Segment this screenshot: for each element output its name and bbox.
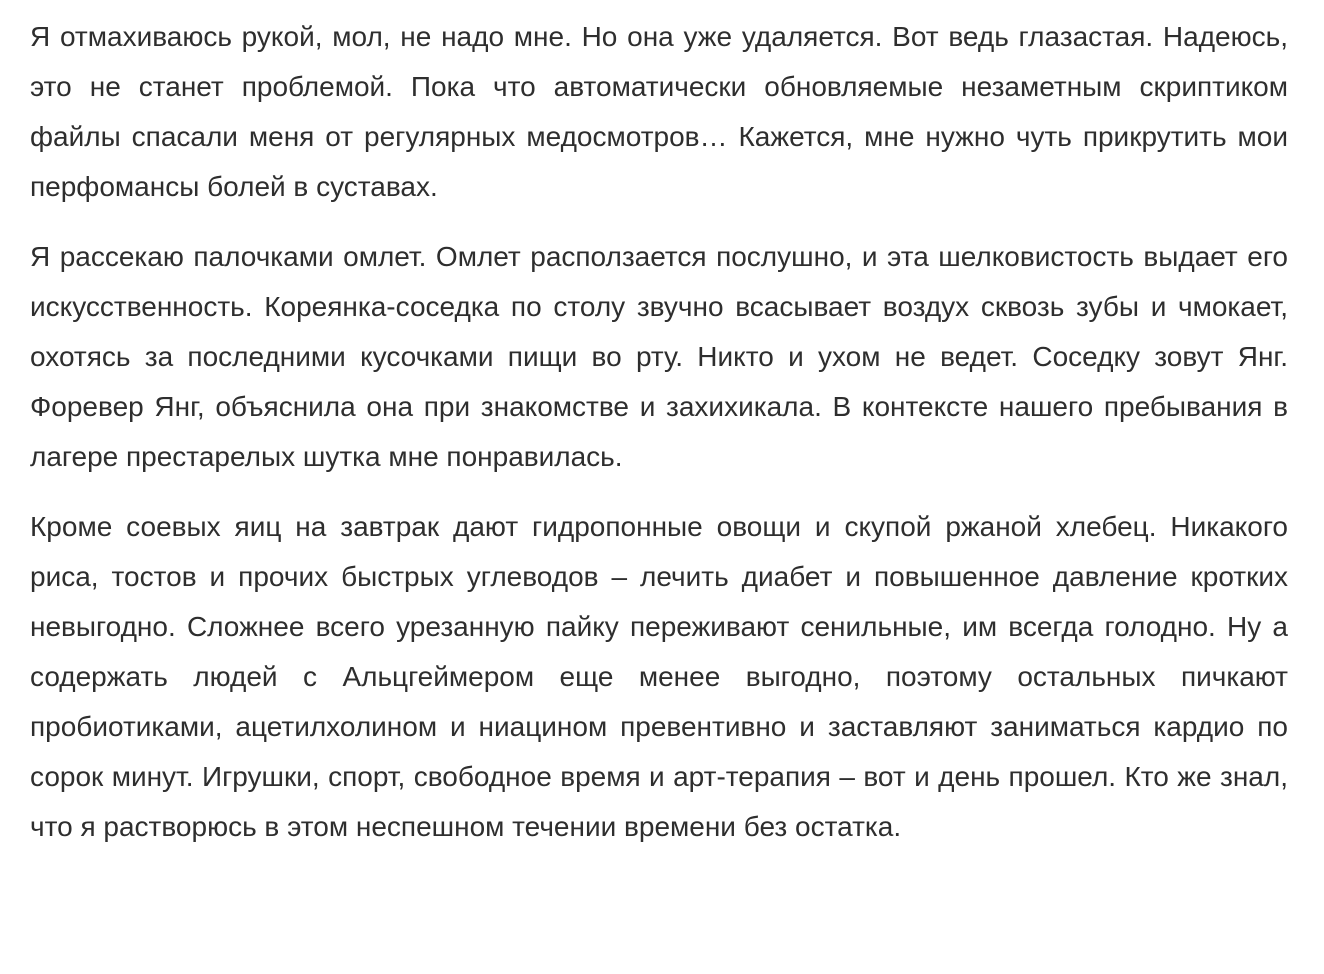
paragraph-1: Я отмахиваюсь рукой, мол, не надо мне. Но она уже удаляется. Вот ведь глазастая. Надеюсь, это не станет проблемой. Пока что автоматически обновляемые незаметным скриптиком файлы спасали меня от регулярных медосмотров… Кажется, мне нужно чуть прикрутить мои перфомансы болей в суставах. [30, 21, 1288, 202]
paragraph-2: Я рассекаю палочками омлет. Омлет расползается послушно, и эта шелковистость выдает его искусственность. Кореянка-соседка по столу звучно всасывает воздух сквозь зубы и чмокает, охотясь за последними кусочками пищи во рту. Никто и ухом не ведет. Соседку зовут Янг. Форевер Янг, объяснила она при знакомстве и захихикала. В контексте нашего пребывания в лагере престарелых шутка мне понравилась. [30, 241, 1288, 472]
paragraph-3: Кроме соевых яиц на завтрак дают гидропонные овощи и скупой ржаной хлебец. Никакого риса, тостов и прочих быстрых углеводов – лечить диабет и повышенное давление кротких невыгодно. Сложнее всего урезанную пайку переживают сенильные, им всегда голодно. Ну а содержать людей с Альцгеймером еще менее выгодно, поэтому остальных пичкают пробиотиками, ацетилхолином и ниацином превентивно и заставляют заниматься кардио по сорок минут. Игрушки, спорт, свободное время и арт-терапия – вот и день прошел. Кто же знал, что я растворюсь в этом неспешном течении времени без остатка. [30, 511, 1288, 842]
